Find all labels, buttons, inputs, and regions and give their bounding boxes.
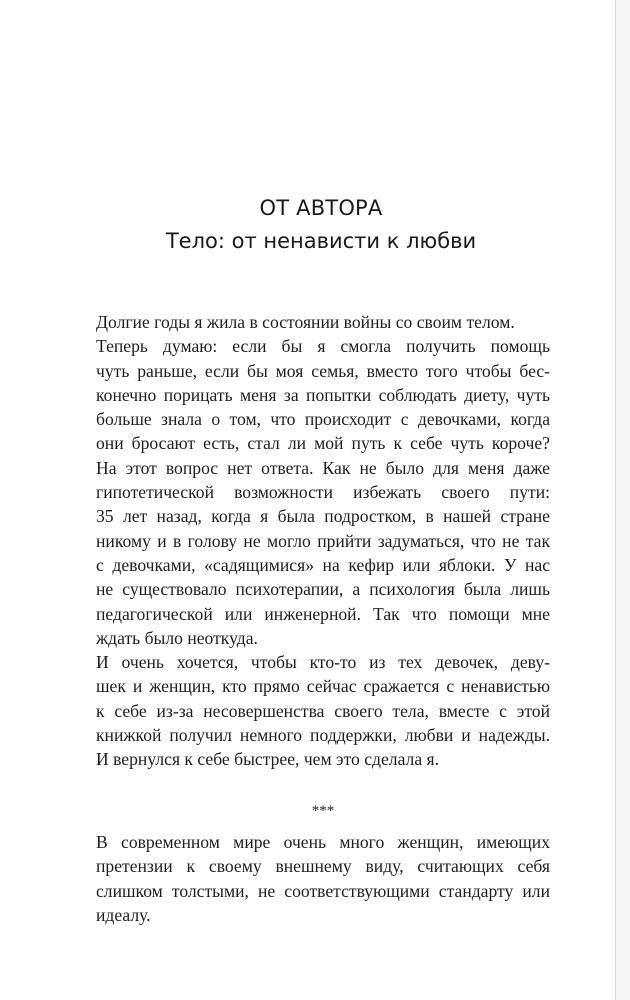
body-section-1: [96, 310, 550, 772]
text-line: книжкой получил немного поддержки, любви и надежды.: [96, 725, 550, 746]
text-line: идеалу.: [96, 904, 151, 925]
text-line: они бросают есть, стал ли мой путь к себе чуть короче?: [96, 433, 550, 454]
text-line: никому и в голову не могло прийти задуматься, что не так: [96, 530, 550, 551]
text-line: ждать было неоткуда.: [96, 627, 258, 648]
text-line: слишком толстыми, не соответствующими стандарту или: [96, 880, 550, 901]
text-line: претензии к своему внешнему виду, считающих себя: [96, 856, 550, 877]
text-line: В современном мире очень много женщин, имеющих: [96, 832, 550, 852]
text-line: с девочками, «садящимися» на кефир или яблоки. У нас: [96, 554, 550, 575]
text-line: конечно порицать меня за попытки соблюдать диету, чуть: [96, 384, 550, 405]
text-line: к себе из-за несовершенства своего тела, вместе с этой: [96, 700, 550, 721]
chapter-title: Тело: от ненависти к любви: [165, 229, 477, 253]
text-line: 35 лет назад, когда я была подростком, в нашей стране: [96, 506, 550, 527]
text-line: И очень хочется, чтобы кто-то из тех девочек, деву-: [96, 652, 550, 673]
text-line: шек и женщин, кто прямо сейчас сражается с ненавистью: [96, 676, 550, 697]
text-line: Теперь думаю: если бы я смогла получить помощь: [96, 336, 550, 357]
body-section-2: [96, 830, 550, 927]
text-line: не существовало психотерапии, а психология была лишь: [96, 579, 550, 600]
section-separator: ***: [311, 803, 335, 819]
text-line: На этот вопрос нет ответа. Как не было для меня даже: [96, 457, 550, 478]
text-line: чуть раньше, если бы моя семья, вместо того чтобы бес-: [96, 360, 550, 381]
text-line: гипотетической возможности избежать своего пути:: [96, 482, 550, 503]
text-line: Долгие годы я жила в состоянии войны со своим телом.: [96, 312, 515, 332]
text-line: больше знала о том, что происходит с девочками, когда: [96, 409, 550, 430]
page-edge-margin: [616, 0, 630, 1000]
text-line: педагогической или инженерной. Так что помощи мне: [96, 603, 550, 624]
text-line: И вернулся к себе быстрее, чем это сделала я.: [96, 749, 440, 770]
chapter-label: ОТ АВТОРА: [259, 196, 383, 220]
